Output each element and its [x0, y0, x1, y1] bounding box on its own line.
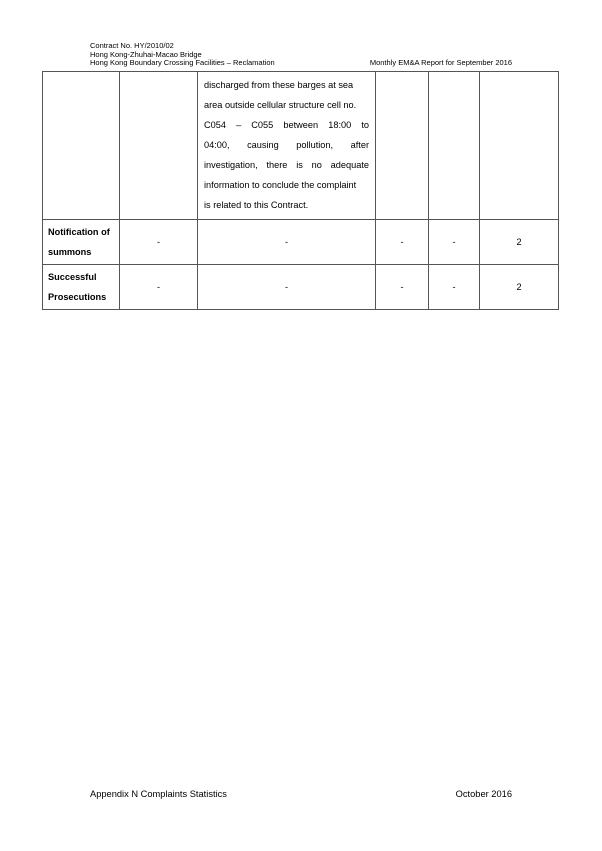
description-line: information to conclude the complaint	[204, 180, 357, 190]
row-label-line: Prosecutions	[48, 292, 107, 302]
project-name: Hong Kong-Zhuhai-Macao Bridge	[90, 49, 202, 59]
table-cell	[480, 72, 559, 220]
description-line: C054 – C055 between 18:00 to	[204, 120, 369, 130]
row-label-line: Notification of	[48, 227, 110, 237]
row-label-line: Successful	[48, 272, 97, 282]
page-footer	[90, 789, 512, 799]
table-cell: -	[376, 265, 429, 310]
table-cell: 2	[480, 265, 559, 310]
table-cell	[120, 72, 198, 220]
table-cell: -	[120, 220, 198, 265]
header-row	[90, 59, 512, 68]
table-cell: 2	[480, 220, 559, 265]
footer-date: October 2016	[455, 789, 512, 799]
description-line: area outside cellular structure cell no.	[204, 100, 357, 110]
report-title: Monthly EM&A Report for September 2016	[369, 58, 512, 67]
table-cell: -	[120, 265, 198, 310]
complaint-description	[198, 72, 376, 220]
table-cell	[43, 72, 120, 220]
footer-appendix-title: Appendix N Complaints Statistics	[90, 789, 227, 799]
description-line: is related to this Contract.	[204, 200, 309, 210]
description-line: discharged from these barges at sea	[204, 80, 354, 90]
table-cell: -	[376, 220, 429, 265]
row-label	[43, 265, 120, 310]
table-cell: -	[198, 220, 376, 265]
contract-number: Contract No. HY/2010/02	[90, 41, 174, 50]
table-row	[43, 72, 559, 220]
table-cell	[429, 72, 480, 220]
description-line: 04:00, causing pollution, after	[204, 140, 369, 150]
table-cell: -	[429, 265, 480, 310]
table-cell: -	[429, 220, 480, 265]
row-label-line: summons	[48, 247, 92, 257]
table-row	[43, 265, 559, 310]
subproject-name: Hong Kong Boundary Crossing Facilities – Reclamation	[90, 58, 275, 67]
table-cell	[376, 72, 429, 220]
complaints-statistics-table	[42, 71, 559, 310]
table-cell: -	[198, 265, 376, 310]
description-line: investigation, there is no adequate	[204, 160, 369, 170]
page-header	[90, 42, 512, 68]
row-label	[43, 220, 120, 265]
table-row	[43, 220, 559, 265]
